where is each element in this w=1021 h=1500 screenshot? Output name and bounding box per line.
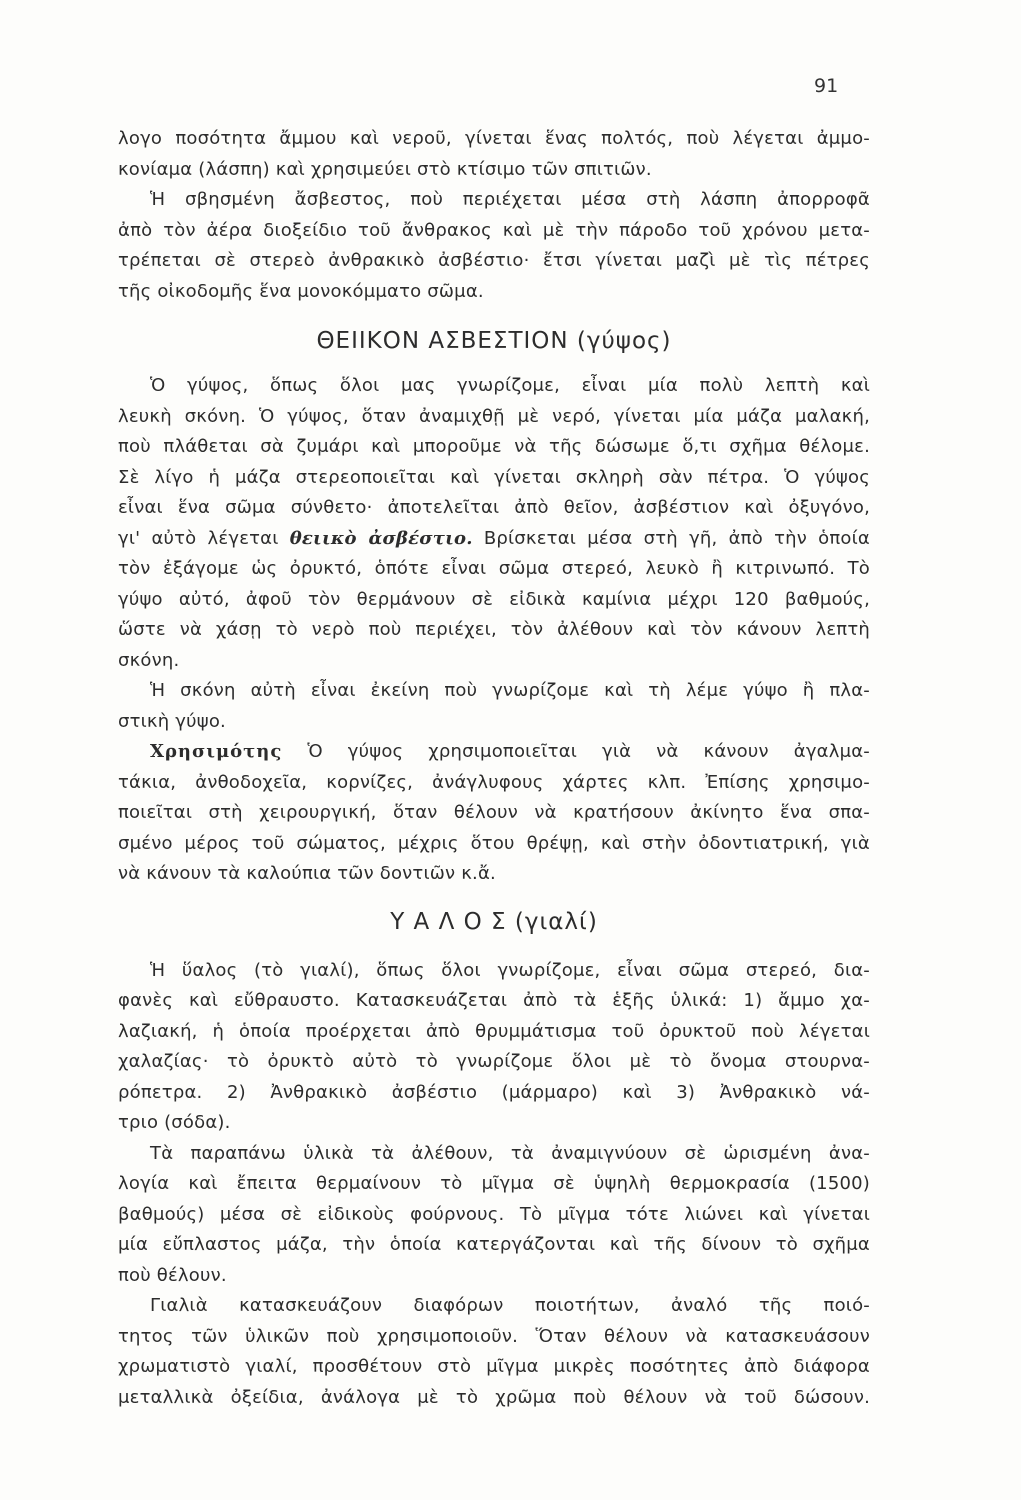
text-line-with-term: [118, 524, 870, 555]
text-line: ἀπὸ τὸν ἀέρα διοξείδιο τοῦ ἄνθρακος καὶ μὲ τὴν πάροδο τοῦ χρόνου μετα-: [118, 219, 870, 241]
gypsum-section: [118, 371, 870, 890]
page-number: 91: [814, 75, 839, 97]
text-line: λαζιακή, ἡ ὁποία προέρχεται ἀπὸ θρυμμάτισμα τοῦ ὀρυκτοῦ ποὺ λέγεται: [118, 1020, 870, 1042]
text-line: στικὴ γύψο.: [118, 710, 226, 732]
text-line: βαθμούς) μέσα σὲ εἰδικοὺς φούρνους. Τὸ μῖγμα τότε λιώνει καὶ γίνεται: [118, 1203, 870, 1225]
text-line: σκόνη.: [118, 649, 180, 671]
text-line: λογία καὶ ἔπειτα θερμαίνουν τὸ μῖγμα σὲ ὑψηλὴ θερμοκρασία (1500): [118, 1173, 870, 1194]
usage-term: Χρησιμότης: [150, 741, 283, 762]
text-line: τητος τῶν ὑλικῶν ποὺ χρησιμοποιοῦν. Ὅταν θέλουν νὰ κατασκευάσουν: [118, 1325, 870, 1347]
line-segment: Ὁ γύψος χρησιμοποιεῖται γιὰ νὰ κάνουν ἀγαλμα-: [307, 741, 870, 762]
text-line: Σὲ λίγο ἡ μάζα στερεοποιεῖται καὶ γίνεται σκληρὴ σὰν πέτρα. Ὁ γύψος: [118, 466, 870, 488]
text-line: Γιαλιὰ κατασκευάζουν διαφόρων ποιοτήτων, ἀναλό τῆς ποιό-: [150, 1295, 870, 1316]
section-heading-gypsum: ΘΕΙΙΚΟΝ ΑΣΒΕΣΤΙΟΝ (γύψος): [316, 328, 672, 354]
text-line: τάκια, ἀνθοδοχεῖα, κορνίζες, ἀνάγλυφους χάρτες κλπ. Ἐπίσης χρησιμο-: [118, 771, 870, 793]
glass-section: [118, 956, 870, 1414]
text-line: τρέπεται σὲ στερεὸ ἀνθρακικὸ ἀσβέστιο· ἔτσι γίνεται μαζὶ μὲ τὶς πέτρες: [118, 250, 870, 271]
text-line: Ἡ ὕαλος (τὸ γιαλί), ὅπως ὅλοι γνωρίζομε, εἶναι σῶμα στερεό, δια-: [150, 959, 870, 981]
text-line: κονίαμα (λάσπη) καὶ χρησιμεύει στὸ κτίσιμο τῶν σπιτιῶν.: [118, 158, 652, 180]
line-segment: γι' αὐτὸ λέγεται: [118, 527, 279, 549]
text-line: ὥστε νὰ χάσῃ τὸ νερὸ ποὺ περιέχει, τὸν ἀλέθουν καὶ τὸν κάνουν λεπτὴ: [118, 619, 870, 640]
text-line: ποιεῖται στὴ χειρουργική, ὅταν θέλουν νὰ κρατήσουν ἀκίνητο ἕνα σπα-: [118, 802, 870, 823]
line-segment: Βρίσκεται μέσα στὴ γῆ, ἀπὸ τὴν ὁποία: [483, 527, 870, 549]
intro-paragraph: [118, 124, 870, 307]
section-heading-glass: Υ Α Λ Ο Σ (γιαλί): [390, 908, 598, 935]
text-line: Ἡ σβησμένη ἄσβεστος, ποὺ περιέχεται μέσα στὴ λάσπη ἀπορροφᾶ: [150, 189, 870, 210]
text-line: φανὲς καὶ εὔθραυστο. Κατασκευάζεται ἀπὸ τὰ ἑξῆς ὑλικά: 1) ἄμμο χα-: [118, 990, 870, 1011]
text-line-usage: [118, 737, 870, 768]
text-line: μεταλλικὰ ὀξείδια, ἀνάλογα μὲ τὸ χρῶμα ποὺ θέλουν νὰ τοῦ δώσουν.: [118, 1386, 870, 1408]
text-line: εἶναι ἕνα σῶμα σύνθετο· ἀποτελεῖται ἀπὸ θεῖον, ἀσβέστιον καὶ ὀξυγόνο,: [118, 497, 870, 518]
text-line: γύψο αὐτό, ἀφοῦ τὸν θερμάνουν σὲ εἰδικὰ καμίνια μέχρι 120 βαθμούς,: [118, 588, 870, 610]
text-line: Ὁ γύψος, ὅπως ὅλοι μας γνωρίζομε, εἶναι μία πολὺ λεπτὴ καὶ: [150, 375, 870, 396]
text-line: Τὰ παραπάνω ὑλικὰ τὰ ἀλέθουν, τὰ ἀναμιγνύουν σὲ ὡρισμένη ἀνα-: [150, 1142, 870, 1164]
text-line: ρόπετρα. 2) Ἀνθρακικὸ ἀσβέστιο (μάρμαρο) καὶ 3) Ἀνθρακικὸ νά-: [118, 1081, 870, 1103]
text-line: τὸν ἐξάγομε ὡς ὀρυκτό, ὁπότε εἶναι σῶμα στερεό, λευκὸ ἢ κιτρινωπό. Τὸ: [118, 558, 870, 579]
text-line: νὰ κάνουν τὰ καλούπια τῶν δοντιῶν κ.ἄ.: [118, 863, 496, 884]
text-line: χαλαζίας· τὸ ὀρυκτὸ αὐτὸ τὸ γνωρίζομε ὅλοι μὲ τὸ ὄνομα στουρνα-: [118, 1051, 870, 1072]
text-line: λογο ποσότητα ἄμμου καὶ νεροῦ, γίνεται ἕνας πολτός, ποὺ λέγεται ἀμμο-: [118, 128, 870, 149]
text-line: λευκὴ σκόνη. Ὁ γύψος, ὅταν ἀναμιχθῇ μὲ νερό, γίνεται μία μάζα μαλακή,: [118, 405, 870, 427]
text-line: τριο (σόδα).: [118, 1112, 231, 1133]
text-line: μία εὔπλαστος μάζα, τὴν ὁποία κατεργάζονται καὶ τῆς δίνουν τὸ σχῆμα: [118, 1234, 870, 1255]
text-line: Ἡ σκόνη αὐτὴ εἶναι ἐκείνη ποὺ γνωρίζομε καὶ τὴ λέμε γύψο ἢ πλα-: [150, 680, 870, 701]
text-line: ποὺ πλάθεται σὰ ζυμάρι καὶ μποροῦμε νὰ τῆς δώσωμε ὅ,τι σχῆμα θέλομε.: [118, 436, 870, 457]
body-text: [118, 124, 870, 1413]
text-line: ποὺ θέλουν.: [118, 1264, 227, 1286]
italic-term: θειικὸ ἀσβέστιο.: [289, 527, 473, 549]
text-line: σμένο μέρος τοῦ σώματος, μέχρις ὅτου θρέψῃ, καὶ στὴν ὀδοντιατρική, γιὰ: [118, 832, 870, 854]
text-line: χρωματιστὸ γιαλί, προσθέτουν στὸ μῖγμα μικρὲς ποσότητες ἀπὸ διάφορα: [118, 1356, 870, 1377]
text-line: τῆς οἰκοδομῆς ἕνα μονοκόμματο σῶμα.: [118, 280, 484, 302]
